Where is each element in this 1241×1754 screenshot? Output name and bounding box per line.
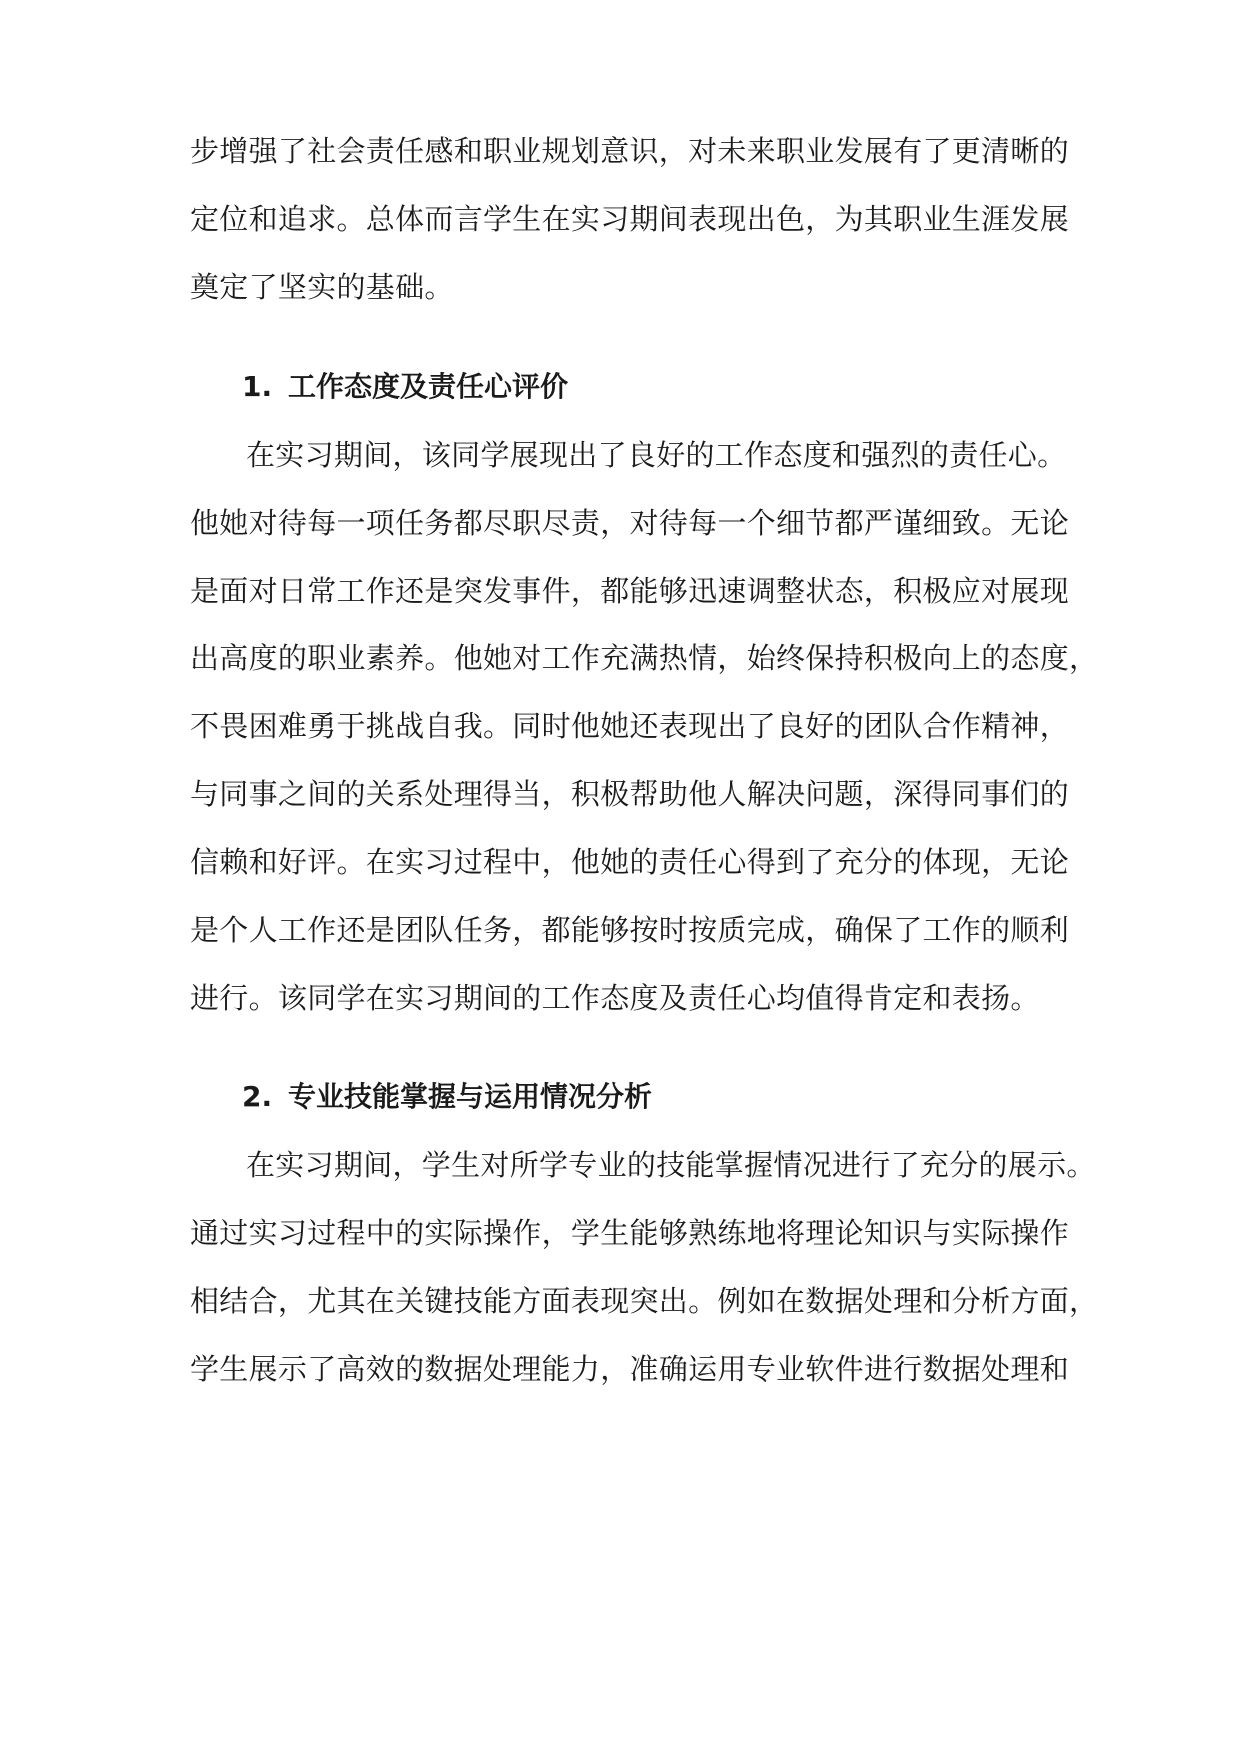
paragraph-line: 定位和追求。总体而言学生在实习期间表现出色，为其职业生涯发展 — [190, 202, 1070, 236]
paragraph-line: 步增强了社会责任感和职业规划意识，对未来职业发展有了更清晰的 — [190, 134, 1070, 168]
paragraph-line: 是面对日常工作还是突发事件，都能够迅速调整状态，积极应对展现 — [190, 574, 1070, 608]
section-heading-1 — [242, 367, 568, 407]
paragraph-line: 进行。该同学在实习期间的工作态度及责任心均值得肯定和表扬。 — [190, 981, 1040, 1015]
paragraph-line: 学生展示了高效的数据处理能力，准确运用专业软件进行数据处理和 — [190, 1352, 1070, 1386]
paragraph-line: 相结合，尤其在关键技能方面表现突出。例如在数据处理和分析方面， — [190, 1284, 1099, 1318]
section-heading-2 — [242, 1077, 652, 1117]
section-number: 1. — [242, 370, 273, 403]
paragraph-line: 不畏困难勇于挑战自我。同时他她还表现出了良好的团队合作精神， — [190, 709, 1070, 743]
paragraph-line: 奠定了坚实的基础。 — [190, 270, 454, 304]
paragraph-line: 与同事之间的关系处理得当，积极帮助他人解决问题，深得同事们的 — [190, 777, 1070, 811]
section-title: 专业技能掌握与运用情况分析 — [288, 1080, 653, 1113]
paragraph-line: 在实习期间，该同学展现出了良好的工作态度和强烈的责任心。 — [246, 438, 1067, 472]
paragraph-line: 在实习期间，学生对所学专业的技能掌握情况进行了充分的展示。 — [246, 1148, 1096, 1182]
paragraph-line: 他她对待每一项任务都尽职尽责，对待每一个细节都严谨细致。无论 — [190, 506, 1070, 540]
paragraph-line: 信赖和好评。在实习过程中，他她的责任心得到了充分的体现，无论 — [190, 845, 1070, 879]
paragraph-line: 出高度的职业素养。他她对工作充满热情，始终保持积极向上的态度， — [190, 641, 1099, 675]
paragraph-line: 是个人工作还是团队任务，都能够按时按质完成，确保了工作的顺利 — [190, 913, 1070, 947]
section-title: 工作态度及责任心评价 — [288, 370, 569, 403]
paragraph-line: 通过实习过程中的实际操作，学生能够熟练地将理论知识与实际操作 — [190, 1216, 1070, 1250]
section-number: 2. — [242, 1080, 273, 1113]
